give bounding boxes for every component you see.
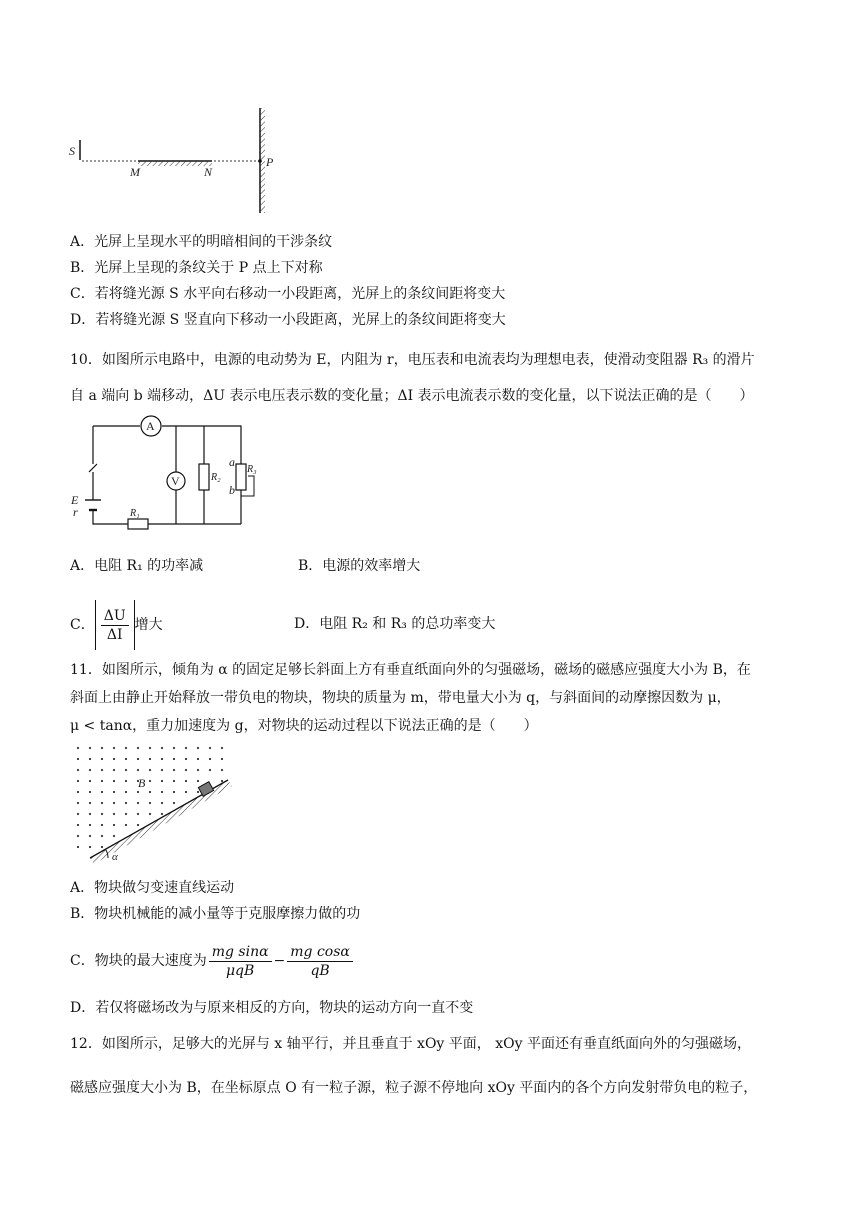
q11-option-d: D．若仅将磁场改为与原来相反的方向，物块的运动方向一直不变 — [70, 1000, 474, 1016]
field-dot — [77, 835, 79, 837]
field-dot — [137, 791, 139, 793]
field-dot — [89, 769, 91, 771]
field-dot — [101, 824, 103, 826]
field-dot — [113, 824, 115, 826]
field-dot — [173, 802, 175, 804]
field-dot — [101, 802, 103, 804]
q12-stem-line2: 磁感应强度大小为 B，在坐标原点 O 有一粒子源，粒子源不停地向 xOy 平面内的各个方向发射带负电的粒子， — [70, 1080, 758, 1096]
label-n: N — [204, 165, 213, 179]
label-b-field: B — [138, 776, 146, 790]
field-dot — [125, 813, 127, 815]
field-dot — [77, 791, 79, 793]
field-dot — [101, 835, 103, 837]
field-dot — [113, 835, 115, 837]
q11-stem-line1: 11．如图所示，倾角为 α 的固定足够长斜面上方有垂直纸面向外的匀强磁场，磁场的磁感应强度大小为 B，在 — [70, 662, 751, 678]
resistor-r1 — [128, 519, 148, 529]
field-dot — [137, 769, 139, 771]
field-dot — [101, 813, 103, 815]
field-dot — [89, 802, 91, 804]
field-dot — [77, 824, 79, 826]
q11-option-c-label: C．物块的最大速度为 — [70, 953, 207, 969]
q10-option-c-tail: 增大 — [134, 617, 163, 633]
field-dot — [149, 758, 151, 760]
field-dot — [149, 747, 151, 749]
field-dot — [197, 747, 199, 749]
field-dot — [113, 813, 115, 815]
field-dot — [197, 769, 199, 771]
field-dot — [137, 824, 139, 826]
field-dot — [101, 758, 103, 760]
field-dot — [137, 813, 139, 815]
ammeter-label: A — [146, 419, 155, 433]
field-dot — [101, 791, 103, 793]
field-dot — [185, 769, 187, 771]
field-dot — [113, 769, 115, 771]
q11-frac1-num: mg sinα — [209, 943, 272, 962]
field-dot — [101, 747, 103, 749]
q10-option-b: B．电源的效率增大 — [298, 558, 421, 574]
field-dot — [125, 791, 127, 793]
field-dot — [77, 846, 79, 848]
q10-option-a: A．电阻 R₁ 的功率减 — [70, 558, 204, 574]
field-dot — [161, 791, 163, 793]
q11-frac2-den: qB — [310, 962, 330, 979]
field-dot — [161, 769, 163, 771]
field-dot — [221, 747, 223, 749]
field-dot — [113, 780, 115, 782]
field-dot — [197, 791, 199, 793]
q11-option-a: A．物块做匀变速直线运动 — [70, 880, 235, 896]
field-dot — [149, 780, 151, 782]
field-dot — [209, 747, 211, 749]
label-a: a — [229, 455, 235, 469]
field-dot — [173, 769, 175, 771]
field-dot — [185, 747, 187, 749]
voltmeter-label: V — [171, 474, 180, 488]
label-p: P — [266, 155, 274, 169]
field-dot — [185, 780, 187, 782]
field-dot — [137, 758, 139, 760]
field-dot — [149, 791, 151, 793]
field-dot — [149, 769, 151, 771]
field-dot — [221, 780, 223, 782]
q11-option-c — [70, 938, 355, 984]
q10-option-c-label: C． — [70, 617, 95, 633]
q9-option-b: B．光屏上呈现的条纹关于 P 点上下对称 — [70, 260, 323, 276]
field-dot — [125, 780, 127, 782]
field-dot — [173, 780, 175, 782]
field-dot — [161, 813, 163, 815]
field-dot — [101, 769, 103, 771]
field-dot — [77, 813, 79, 815]
field-dot — [89, 758, 91, 760]
q10-frac-den: ΔI — [106, 626, 123, 643]
field-dot — [125, 769, 127, 771]
q11-stem-line2: 斜面上由静止开始释放一带负电的物块，物块的质量为 m，带电量大小为 q，与斜面间的动摩擦因数为 μ， — [70, 690, 731, 706]
field-dot — [137, 802, 139, 804]
field-dot — [125, 802, 127, 804]
label-m: M — [130, 165, 140, 179]
field-dot — [89, 813, 91, 815]
field-dot — [113, 802, 115, 804]
q12-stem-line1: 12．如图所示，足够大的光屏与 x 轴平行，并且垂直于 xOy 平面， xOy 平面还有垂直纸面向外的匀强磁场， — [70, 1036, 751, 1052]
field-dot — [173, 747, 175, 749]
q11-frac1-den: μqB — [225, 962, 255, 979]
field-dot — [149, 813, 151, 815]
field-dot — [101, 780, 103, 782]
field-dot — [197, 780, 199, 782]
q9-option-a: A．光屏上呈现水平的明暗相间的干涉条纹 — [70, 234, 333, 250]
q10-stem-line2: 自 a 端向 b 端移动，ΔU 表示电压表示数的变化量；ΔI 表示电流表示数的变化量，以下说法正确的是（ ） — [70, 388, 754, 404]
field-dot — [77, 780, 79, 782]
figure-q9-lloyd-mirror — [60, 100, 300, 220]
field-dot — [101, 846, 103, 848]
field-dot — [137, 747, 139, 749]
resistor-r2 — [199, 464, 209, 490]
field-dot — [89, 791, 91, 793]
field-dot — [149, 802, 151, 804]
field-dot — [221, 758, 223, 760]
field-dot — [185, 791, 187, 793]
q11-option-b: B．物块机械能的减小量等于克服摩擦力做的功 — [70, 906, 361, 922]
q10-frac-num: ΔU — [101, 607, 129, 626]
field-dot — [89, 846, 91, 848]
label-r3: R₃ — [247, 464, 257, 475]
field-dot — [161, 780, 163, 782]
field-dot — [89, 824, 91, 826]
q9-option-c: C．若将缝光源 S 水平向右移动一小段距离，光屏上的条纹间距将变大 — [70, 286, 506, 302]
field-dot — [209, 769, 211, 771]
label-s: S — [69, 144, 75, 158]
field-dot — [113, 747, 115, 749]
field-dot — [173, 791, 175, 793]
field-dot — [209, 758, 211, 760]
field-dot — [221, 769, 223, 771]
label-alpha: α — [112, 851, 118, 863]
q11-frac2-num: mg cosα — [287, 943, 353, 962]
q10-stem-line1: 10．如图所示电路中，电源的电动势为 E，内阻为 r，电压表和电流表均为理想电表，使滑动变阻器 R₃ 的滑片 — [70, 352, 755, 368]
label-e: E — [71, 493, 79, 507]
field-dot — [89, 835, 91, 837]
field-dot — [197, 758, 199, 760]
label-r: r — [73, 505, 78, 519]
q9-option-d: D．若将缝光源 S 竖直向下移动一小段距离，光屏上的条纹间距将变大 — [70, 312, 506, 328]
field-dot — [125, 758, 127, 760]
label-b: b — [229, 483, 235, 497]
field-dot — [161, 747, 163, 749]
field-dot — [125, 824, 127, 826]
q10-option-c — [70, 600, 163, 650]
field-dot — [125, 747, 127, 749]
q11-stem-line3: μ < tanα，重力加速度为 g，对物块的运动过程以下说法正确的是（ ） — [70, 718, 538, 734]
figure-q11-incline — [68, 740, 238, 865]
field-dot — [185, 758, 187, 760]
field-dot — [113, 791, 115, 793]
field-dot — [89, 747, 91, 749]
field-dot — [77, 802, 79, 804]
field-dot — [161, 758, 163, 760]
field-dot — [161, 802, 163, 804]
field-dot — [77, 747, 79, 749]
q11-minus: − — [273, 953, 286, 969]
label-r1: R₁ — [130, 508, 140, 519]
field-dot — [77, 769, 79, 771]
field-dot — [77, 758, 79, 760]
q10-option-d: D．电阻 R₂ 和 R₃ 的总功率变大 — [294, 616, 496, 632]
resistor-r3 — [236, 464, 246, 490]
field-dot — [89, 780, 91, 782]
figure-q10-circuit — [68, 414, 278, 534]
label-r2: R₂ — [211, 472, 221, 483]
field-dot — [173, 758, 175, 760]
field-dot — [113, 758, 115, 760]
